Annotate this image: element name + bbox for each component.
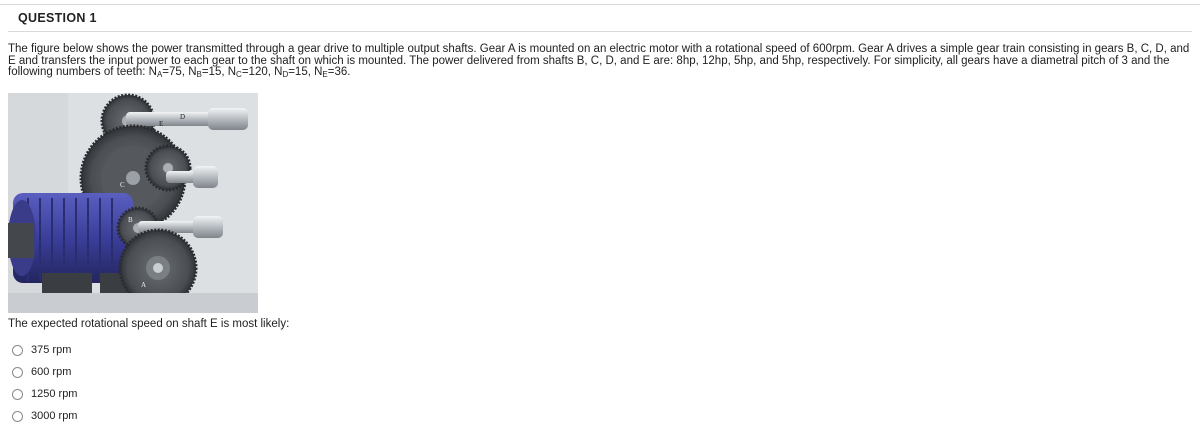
label-e: E	[159, 120, 164, 128]
teeth-b-sub: B	[196, 70, 202, 80]
teeth-a-val: =75, N	[162, 66, 197, 79]
teeth-c-sub: C	[236, 70, 242, 80]
answer-option-375[interactable]	[12, 339, 77, 361]
label-d: D	[180, 113, 186, 121]
radio-button[interactable]	[12, 389, 23, 400]
teeth-c-val: =120, N	[241, 66, 283, 79]
radio-button[interactable]	[12, 411, 23, 422]
teeth-b-val: =15, N	[201, 66, 237, 79]
radio-button[interactable]	[12, 367, 23, 378]
question-prompt: The expected rotational speed on shaft E is most likely:	[8, 318, 290, 330]
teeth-d-val: =15, N	[288, 66, 323, 79]
question-body: The figure below shows the power transmitted through a gear drive to multiple output shafts. Gear A is mounted on an electric motor with a rotational speed of 600rpm. Gear A drives a simple gear train consisting in gears B, C, D, and E and transfers the input power to each gear to the shaft on which is mounted. The power delivered from shafts B, C, D, and E are: 8hp, 12hp, 5hp, and 5hp, respectively. For simplicity, all gears have a diametral pitch of 3 and the following numbers of teeth: N	[8, 43, 1190, 79]
label-a: A	[141, 281, 147, 289]
answer-option-600[interactable]	[12, 361, 77, 383]
base-plate	[8, 293, 258, 313]
radio-button[interactable]	[12, 345, 23, 356]
option-label: 1250 rpm	[31, 388, 78, 400]
top-border	[0, 4, 1200, 5]
teeth-e-sub: E	[322, 70, 328, 80]
header-divider	[8, 31, 1192, 32]
answer-options	[12, 339, 77, 427]
option-label: 600 rpm	[31, 366, 72, 378]
label-c: C	[120, 181, 125, 189]
answer-option-3000[interactable]	[12, 405, 77, 427]
teeth-e-val: =36.	[327, 66, 351, 79]
option-label: 375 rpm	[31, 344, 72, 356]
question-header: QUESTION 1	[18, 11, 97, 25]
label-b: B	[128, 216, 133, 224]
answer-option-1250[interactable]	[12, 383, 77, 405]
teeth-d-sub: D	[282, 70, 289, 80]
gear-train-illustration	[8, 93, 258, 313]
teeth-a-sub: A	[156, 70, 163, 80]
option-label: 3000 rpm	[31, 410, 78, 422]
question-text	[8, 44, 1192, 81]
gear-train-figure	[8, 93, 258, 313]
